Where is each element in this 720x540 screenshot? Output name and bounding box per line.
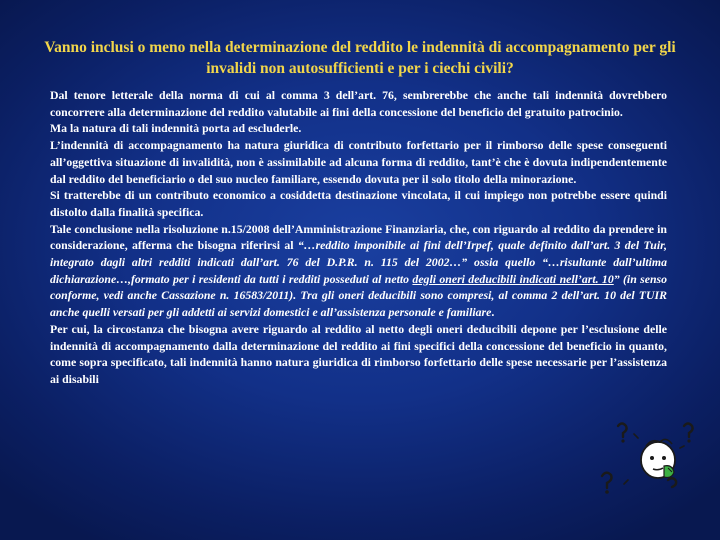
slide-body — [50, 87, 667, 388]
slide-title: Vanno inclusi o meno nella determinazione del reddito le indennità di accompagnamento per gli invalidi non autosufficienti e per i ciechi civili? — [44, 39, 676, 77]
paragraph-5-intro: Tale conclusione nella risoluzione n.15/2008 dell’Amministrazione Finanziaria, che, con riguardo al reddito da prendere in considerazione, afferma che bisogna riferirsi al — [50, 221, 667, 253]
paragraph-5-quote-a: “…reddito imponibile ai fini dell’Irpef, quale definito dall’art. 3 del Tuir, integrato dagli altri redditi indicati dall’art. 76 del D.P.R. n. 115 del 2002…” ossia quello “…risultante dall’ultima dichiarazione…,formato per i residenti da tutti i redditi posseduti al netto — [50, 238, 667, 286]
paragraph-2: Ma la natura di tali indennità porta ad escluderle. — [50, 121, 302, 136]
paragraph-4: Si tratterebbe di un contributo economico a cosiddetta destinazione vincolata, il cui impiego non potrebbe essere quindi distolto dalla finalità specifica. — [50, 188, 667, 219]
paragraph-5-quote-underlined: degli oneri deducibili indicati nell’art. 10 — [412, 271, 614, 286]
paragraph-5-end: . — [491, 305, 495, 320]
paragraph-3: L’indennità di accompagnamento ha natura giuridica di contributo forfettario per il rimborso delle spese conseguenti all’oggettiva situazione di invalidità, non è assimilabile ad alcuna forma di reddito, tant’è che è dovuta indipendentemente dal reddito del beneficiario o del suo nucleo familiare, essendo dovuta per il solo titolo della minorazione. — [50, 138, 667, 186]
paragraph-5 — [50, 221, 667, 321]
paragraph-5-quote-b: ” (in senso conforme, vedi anche Cassazione n. 16583/2011). Tra gli oneri deducibili sono compresi, al comma 2 dell’art. 10 del TUIR anche quelli versati per gli addetti ai servizi domestici e all’assistenza personale e familiare — [50, 271, 668, 320]
paragraph-6: Per cui, la circostanza che bisogna avere riguardo al reddito al netto degli oneri deducibili depone per l’esclusione delle indennità di accompagnamento dalla determinazione del reddito ai fini specifici della concessione del beneficio in quanto, come sopra specificato, tali indennità hanno natura giuridica di rimborso forfettario delle spese necessarie per l’assistenza ai disabili — [50, 321, 667, 386]
paragraph-1: Dal tenore letterale della norma di cui al comma 3 dell’art. 76, sembrerebbe che anche tali indennità dovrebbero concorrere alla determinazione del reddito valutabile ai fini della concessione del beneficio del gratuito patrocinio. — [50, 88, 667, 119]
thinking-person-question-marks-icon — [598, 418, 698, 498]
